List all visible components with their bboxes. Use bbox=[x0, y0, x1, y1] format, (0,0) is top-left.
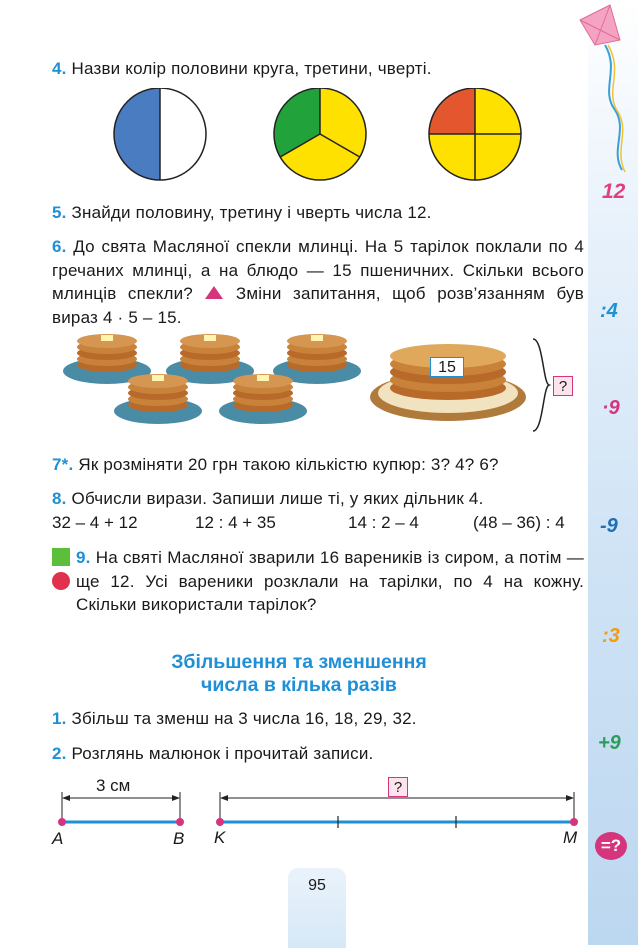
task-text-b: Зміни запитання, щоб розв’язанням був вираз 4 · 5 – 15. bbox=[52, 284, 584, 327]
task-4 bbox=[52, 57, 432, 81]
task-number: 7*. bbox=[52, 455, 74, 474]
side-number-12: 12 bbox=[602, 180, 626, 203]
task-text: На святі Масляної зварили 16 вареників із сиром, а потім — ще 12. Усі вареники розклали на тарілки, по 4 на кожну. Скільки використали тарілок? bbox=[76, 548, 584, 614]
page-number: 95 bbox=[308, 877, 326, 894]
point-label-a: A bbox=[52, 829, 64, 848]
task-number: 9. bbox=[76, 548, 91, 567]
plate-stack bbox=[273, 334, 361, 384]
brace-question-box: ? bbox=[553, 376, 573, 396]
task-number: 6. bbox=[52, 237, 67, 256]
task-9 bbox=[76, 546, 584, 617]
half-blue bbox=[114, 88, 160, 180]
task-text: Розглянь малюнок і прочитай записи. bbox=[71, 744, 374, 763]
segment-km-question-box: ? bbox=[388, 777, 408, 797]
task-number: 8. bbox=[52, 489, 67, 508]
half-white bbox=[160, 88, 206, 180]
task-8 bbox=[52, 487, 484, 511]
section-title-line-1: Збільшення та зменшення bbox=[171, 651, 427, 673]
pancakes-illustration bbox=[55, 333, 595, 438]
section-task-1 bbox=[52, 707, 417, 731]
big-stack-label: 15 bbox=[430, 357, 464, 377]
side-symbol-plus9: +9 bbox=[598, 732, 621, 754]
side-symbol-divide4: :4 bbox=[600, 300, 618, 322]
task-text: Обчисли вирази. Запиши лише ті, у яких дільник 4. bbox=[71, 489, 484, 508]
task-number: 1. bbox=[52, 709, 67, 728]
page-number-tab bbox=[288, 868, 346, 948]
segment-ab-length: 3 см bbox=[96, 776, 131, 795]
expression-2: 12 : 4 + 35 bbox=[195, 513, 276, 532]
expression-3: 14 : 2 – 4 bbox=[348, 513, 419, 532]
side-symbol-equals-question: =? bbox=[595, 832, 627, 860]
expression-4: (48 – 36) : 4 bbox=[473, 513, 565, 532]
task-text-a: До свята Масляної спекли млинці. На 5 тарілок поклали по 4 гречаних млинці, а на блюдо — 15 пшеничних. Скільки всього млинців спекли? bbox=[52, 237, 584, 303]
section-title-line-2: числа в кілька разів bbox=[201, 674, 397, 696]
task-6 bbox=[52, 235, 584, 329]
task-number: 2. bbox=[52, 744, 67, 763]
segment-ab bbox=[58, 792, 184, 826]
big-platter bbox=[370, 344, 526, 421]
red-circle-icon bbox=[52, 572, 70, 590]
task-7 bbox=[52, 453, 499, 477]
section-task-2 bbox=[52, 742, 373, 766]
task-number: 4. bbox=[52, 59, 67, 78]
brace bbox=[533, 339, 549, 431]
segments-diagram bbox=[0, 790, 588, 860]
side-symbol-minus9: -9 bbox=[600, 515, 618, 537]
green-square-icon bbox=[52, 548, 70, 566]
task-text: Як розміняти 20 грн такою кількістю купюр: 3? 4? 6? bbox=[78, 455, 499, 474]
task-text: Збільш та зменш на 3 числа 16, 18, 29, 32. bbox=[71, 709, 417, 728]
point-label-m: M bbox=[563, 828, 578, 847]
circle-quarters bbox=[429, 88, 521, 180]
expression-1: 32 – 4 + 12 bbox=[52, 513, 138, 532]
fraction-circles bbox=[0, 88, 588, 188]
side-symbol-times9: ·9 bbox=[602, 397, 620, 419]
task-text: Знайди половину, третину і чверть числа 12. bbox=[71, 203, 432, 222]
task-5 bbox=[52, 201, 432, 225]
point-label-k: K bbox=[214, 828, 226, 847]
triangle-icon bbox=[204, 285, 224, 300]
circle-halves bbox=[114, 88, 206, 180]
circle-thirds bbox=[274, 88, 366, 180]
side-symbol-divide3: :3 bbox=[602, 625, 620, 647]
point-label-b: B bbox=[173, 829, 185, 848]
task-number: 5. bbox=[52, 203, 67, 222]
task-text: Назви колір половини круга, третини, чверті. bbox=[71, 59, 432, 78]
